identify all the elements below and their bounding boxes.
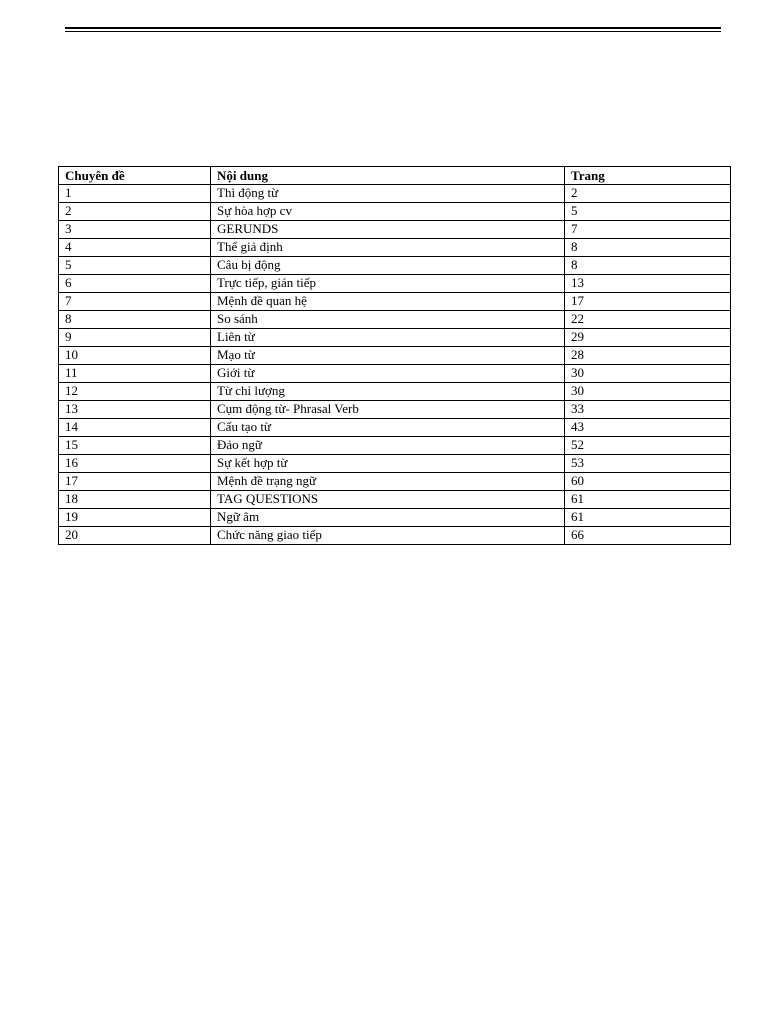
table-row — [59, 257, 731, 275]
cell-content: Sự hòa hợp cv — [211, 203, 565, 221]
cell-content: Thể giả định — [211, 239, 565, 257]
cell-content: Thì động từ — [211, 185, 565, 203]
cell-topic-number: 19 — [59, 509, 211, 527]
cell-content: Đảo ngữ — [211, 437, 565, 455]
table-row — [59, 437, 731, 455]
cell-content: Giới từ — [211, 365, 565, 383]
cell-page: 30 — [565, 365, 731, 383]
cell-topic-number: 6 — [59, 275, 211, 293]
cell-topic-number: 15 — [59, 437, 211, 455]
table-row — [59, 401, 731, 419]
cell-topic-number: 5 — [59, 257, 211, 275]
table-row — [59, 311, 731, 329]
table-row — [59, 491, 731, 509]
cell-topic-number: 1 — [59, 185, 211, 203]
cell-page: 17 — [565, 293, 731, 311]
table-row — [59, 293, 731, 311]
cell-topic-number: 11 — [59, 365, 211, 383]
cell-content: Mạo từ — [211, 347, 565, 365]
cell-page: 61 — [565, 491, 731, 509]
table-row — [59, 473, 731, 491]
cell-page: 29 — [565, 329, 731, 347]
cell-page: 60 — [565, 473, 731, 491]
cell-content: GERUNDS — [211, 221, 565, 239]
table-of-contents — [58, 166, 731, 545]
column-header-content: Nội dung — [211, 167, 565, 185]
cell-content: So sánh — [211, 311, 565, 329]
cell-topic-number: 10 — [59, 347, 211, 365]
cell-content: Ngữ âm — [211, 509, 565, 527]
cell-page: 5 — [565, 203, 731, 221]
table-row — [59, 455, 731, 473]
table-row — [59, 383, 731, 401]
cell-page: 7 — [565, 221, 731, 239]
table-header-row — [59, 167, 731, 185]
table-row — [59, 221, 731, 239]
cell-topic-number: 4 — [59, 239, 211, 257]
cell-content: Chức năng giao tiếp — [211, 527, 565, 545]
cell-page: 8 — [565, 257, 731, 275]
table-row — [59, 365, 731, 383]
cell-topic-number: 3 — [59, 221, 211, 239]
cell-page: 22 — [565, 311, 731, 329]
cell-page: 43 — [565, 419, 731, 437]
column-header-topic: Chuyên đề — [59, 167, 211, 185]
cell-topic-number: 18 — [59, 491, 211, 509]
cell-page: 28 — [565, 347, 731, 365]
cell-page: 66 — [565, 527, 731, 545]
table-row — [59, 419, 731, 437]
cell-page: 53 — [565, 455, 731, 473]
table-row — [59, 275, 731, 293]
table-row — [59, 527, 731, 545]
cell-page: 13 — [565, 275, 731, 293]
cell-content: Mệnh đề trạng ngữ — [211, 473, 565, 491]
cell-topic-number: 12 — [59, 383, 211, 401]
column-header-page: Trang — [565, 167, 731, 185]
table-body — [59, 185, 731, 545]
cell-page: 2 — [565, 185, 731, 203]
cell-page: 61 — [565, 509, 731, 527]
cell-topic-number: 17 — [59, 473, 211, 491]
table-row — [59, 329, 731, 347]
cell-page: 8 — [565, 239, 731, 257]
cell-content: Câu bị động — [211, 257, 565, 275]
cell-topic-number: 16 — [59, 455, 211, 473]
cell-topic-number: 8 — [59, 311, 211, 329]
cell-content: Cấu tạo từ — [211, 419, 565, 437]
cell-page: 52 — [565, 437, 731, 455]
cell-content: Trực tiếp, gián tiếp — [211, 275, 565, 293]
cell-content: Mệnh đề quan hệ — [211, 293, 565, 311]
cell-content: Từ chỉ lượng — [211, 383, 565, 401]
cell-topic-number: 20 — [59, 527, 211, 545]
table-row — [59, 239, 731, 257]
cell-page: 33 — [565, 401, 731, 419]
cell-content: Cụm động từ- Phrasal Verb — [211, 401, 565, 419]
cell-page: 30 — [565, 383, 731, 401]
header-rule — [65, 27, 721, 32]
cell-topic-number: 7 — [59, 293, 211, 311]
table-row — [59, 509, 731, 527]
table-row — [59, 347, 731, 365]
cell-content: Sự kết hợp từ — [211, 455, 565, 473]
table-row — [59, 203, 731, 221]
cell-content: TAG QUESTIONS — [211, 491, 565, 509]
cell-topic-number: 9 — [59, 329, 211, 347]
cell-topic-number: 14 — [59, 419, 211, 437]
cell-topic-number: 13 — [59, 401, 211, 419]
cell-topic-number: 2 — [59, 203, 211, 221]
table-row — [59, 185, 731, 203]
cell-content: Liên từ — [211, 329, 565, 347]
